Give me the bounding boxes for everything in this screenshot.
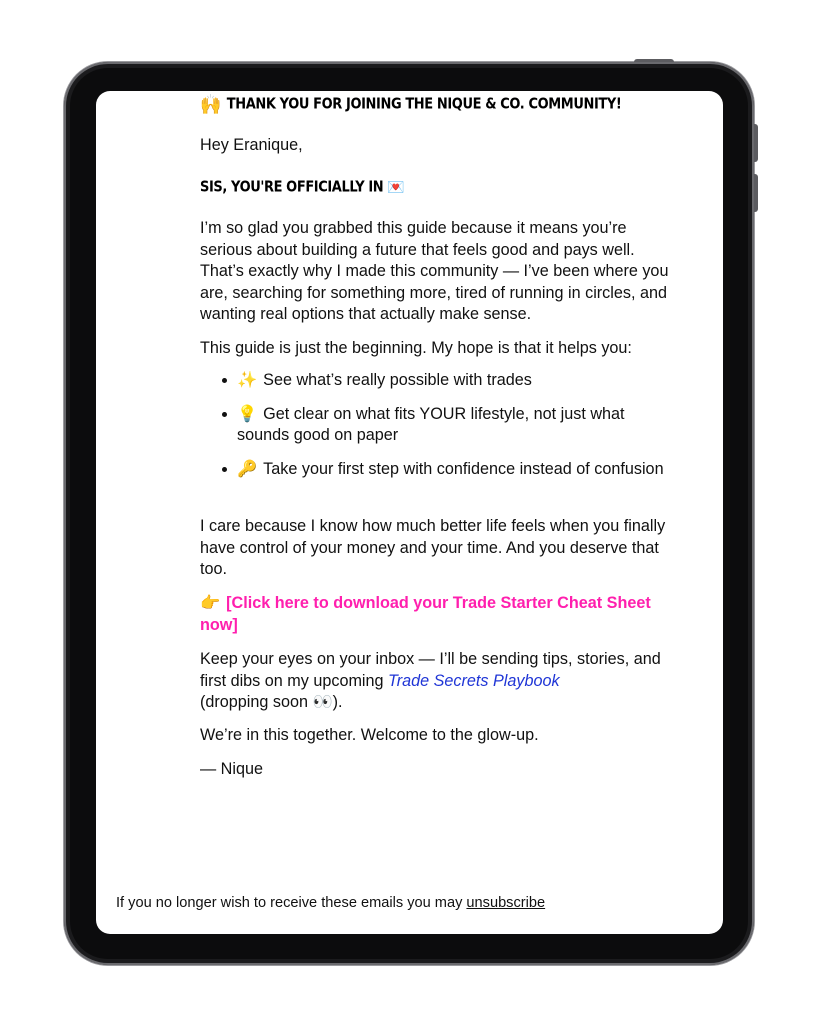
volume-down-button: [754, 174, 758, 212]
pointing-right-icon: 👉: [200, 594, 221, 612]
raising-hands-icon: 🙌: [200, 93, 221, 117]
email-heading: [200, 92, 621, 117]
footer-text: If you no longer wish to receive these emails you may: [116, 895, 467, 911]
inbox-paragraph-text: Keep your eyes on your inbox — I’ll be sending tips, stories, and first dibs on my upcoming: [200, 650, 661, 690]
bullet-dot: [222, 467, 227, 472]
download-cheat-sheet-link[interactable]: [200, 593, 670, 636]
unsubscribe-link[interactable]: unsubscribe: [466, 895, 546, 911]
light-bulb-icon: 💡: [237, 404, 258, 423]
guide-paragraph: This guide is just the beginning. My hope is that it helps you:: [200, 339, 632, 357]
eyes-icon: 👀: [312, 693, 333, 711]
power-button: [634, 59, 674, 62]
email-heading-text: THANK YOU FOR JOINING THE NIQUE & CO. COMMUNITY!: [226, 95, 622, 114]
cta-link-text: [Click here to download your Trade Starter Cheat Sheet now]: [200, 594, 651, 634]
list-item-text: See what’s really possible with trades: [263, 371, 532, 389]
key-icon: 🔑: [237, 459, 258, 478]
tablet-screen: [96, 91, 723, 934]
dropping-soon-end: ).: [332, 693, 343, 711]
sparkles-icon: ✨: [237, 371, 258, 389]
care-paragraph: I care because I know how much better life feels when you finally have control of your money and your time. And you deserve that too.: [200, 517, 666, 578]
signature: — Nique: [200, 760, 263, 778]
love-letter-icon: 💌: [387, 178, 405, 197]
email-footer: [116, 895, 545, 911]
list-item-text: Take your first step with confidence instead of confusion: [263, 459, 664, 478]
list-item: [200, 370, 680, 392]
bullet-dot: [222, 412, 227, 417]
bullet-dot: [222, 378, 227, 383]
list-item-text: Get clear on what fits YOUR lifestyle, not just what sounds good on paper: [237, 404, 625, 444]
list-item: [200, 404, 680, 447]
volume-up-button: [754, 124, 758, 162]
email-subheading-text: SIS, YOU'RE OFFICIALLY IN: [200, 178, 384, 197]
list-item: [200, 459, 680, 481]
greeting: Hey Eranique,: [200, 136, 303, 154]
benefits-list: [200, 370, 680, 492]
inbox-paragraph: [200, 649, 680, 714]
together-paragraph: We’re in this together. Welcome to the glow-up.: [200, 726, 539, 744]
dropping-soon-text: (dropping soon: [200, 693, 313, 711]
trade-secrets-playbook-link[interactable]: Trade Secrets Playbook: [388, 671, 560, 690]
intro-paragraph: I’m so glad you grabbed this guide because it means you’re serious about building a future that feels good and pays well. That’s exactly why I made this community — I’ve been where you are, searching for something more, tired of running in circles, and wanting real options that actually make sense.: [200, 219, 669, 323]
email-subheading: [200, 175, 404, 200]
